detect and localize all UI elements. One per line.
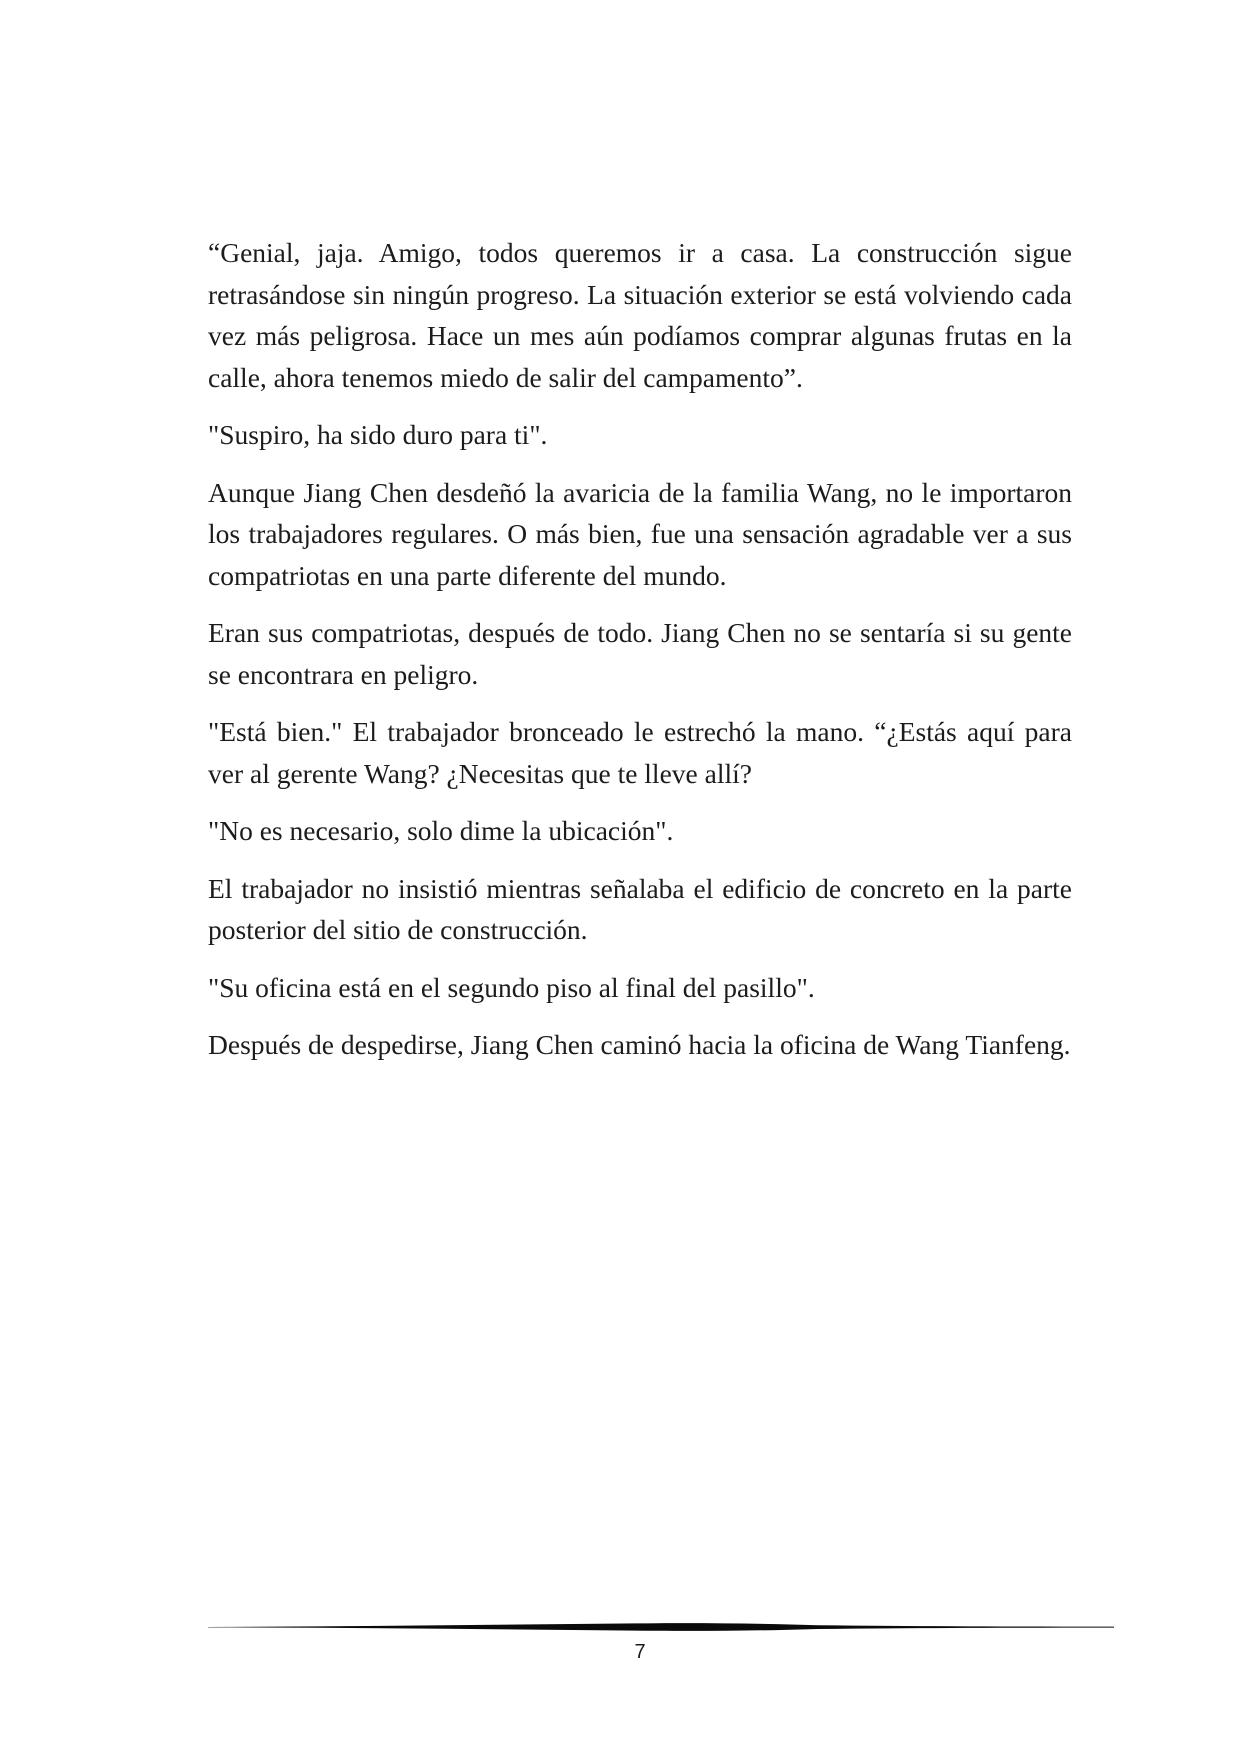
paragraph-1: “Genial, jaja. Amigo, todos queremos ir a casa. La construcción sigue retrasándose sin ningún progreso. La situación exterior se está volviendo cada vez más peligrosa. Hace un mes aún podíamos comprar algunas frutas en la calle, ahora tenemos miedo de salir del campamento”. bbox=[208, 237, 1072, 393]
paragraph-5: "Está bien." El trabajador bronceado le estrechó la mano. “¿Estás aquí para ver al gerente Wang? ¿Necesitas que te lleve allí? bbox=[208, 716, 1072, 789]
paragraph-9: Después de despedirse, Jiang Chen caminó hacia la oficina de Wang Tianfeng. bbox=[208, 1029, 1071, 1060]
paragraph-6: "No es necesario, solo dime la ubicación". bbox=[208, 815, 674, 846]
body-text bbox=[208, 232, 1072, 1082]
paragraph-3: Aunque Jiang Chen desdeñó la avaricia de la familia Wang, no le importaron los trabajadores regulares. O más bien, fue una sensación agradable ver a sus compatriotas en una parte diferente del mundo. bbox=[208, 476, 1072, 591]
paragraph-7: El trabajador no insistió mientras señalaba el edificio de concreto en la parte posterior del sitio de construcción. bbox=[208, 872, 1072, 945]
footer-divider bbox=[208, 1620, 1114, 1634]
paragraph-4: Eran sus compatriotas, después de todo. Jiang Chen no se sentaría si su gente se encontrara en peligro. bbox=[208, 617, 1072, 690]
paragraph-8: "Su oficina está en el segundo piso al final del pasillo". bbox=[208, 971, 815, 1003]
paragraph-2: "Suspiro, ha sido duro para ti". bbox=[208, 419, 548, 450]
page-number: 7 bbox=[634, 1641, 646, 1663]
